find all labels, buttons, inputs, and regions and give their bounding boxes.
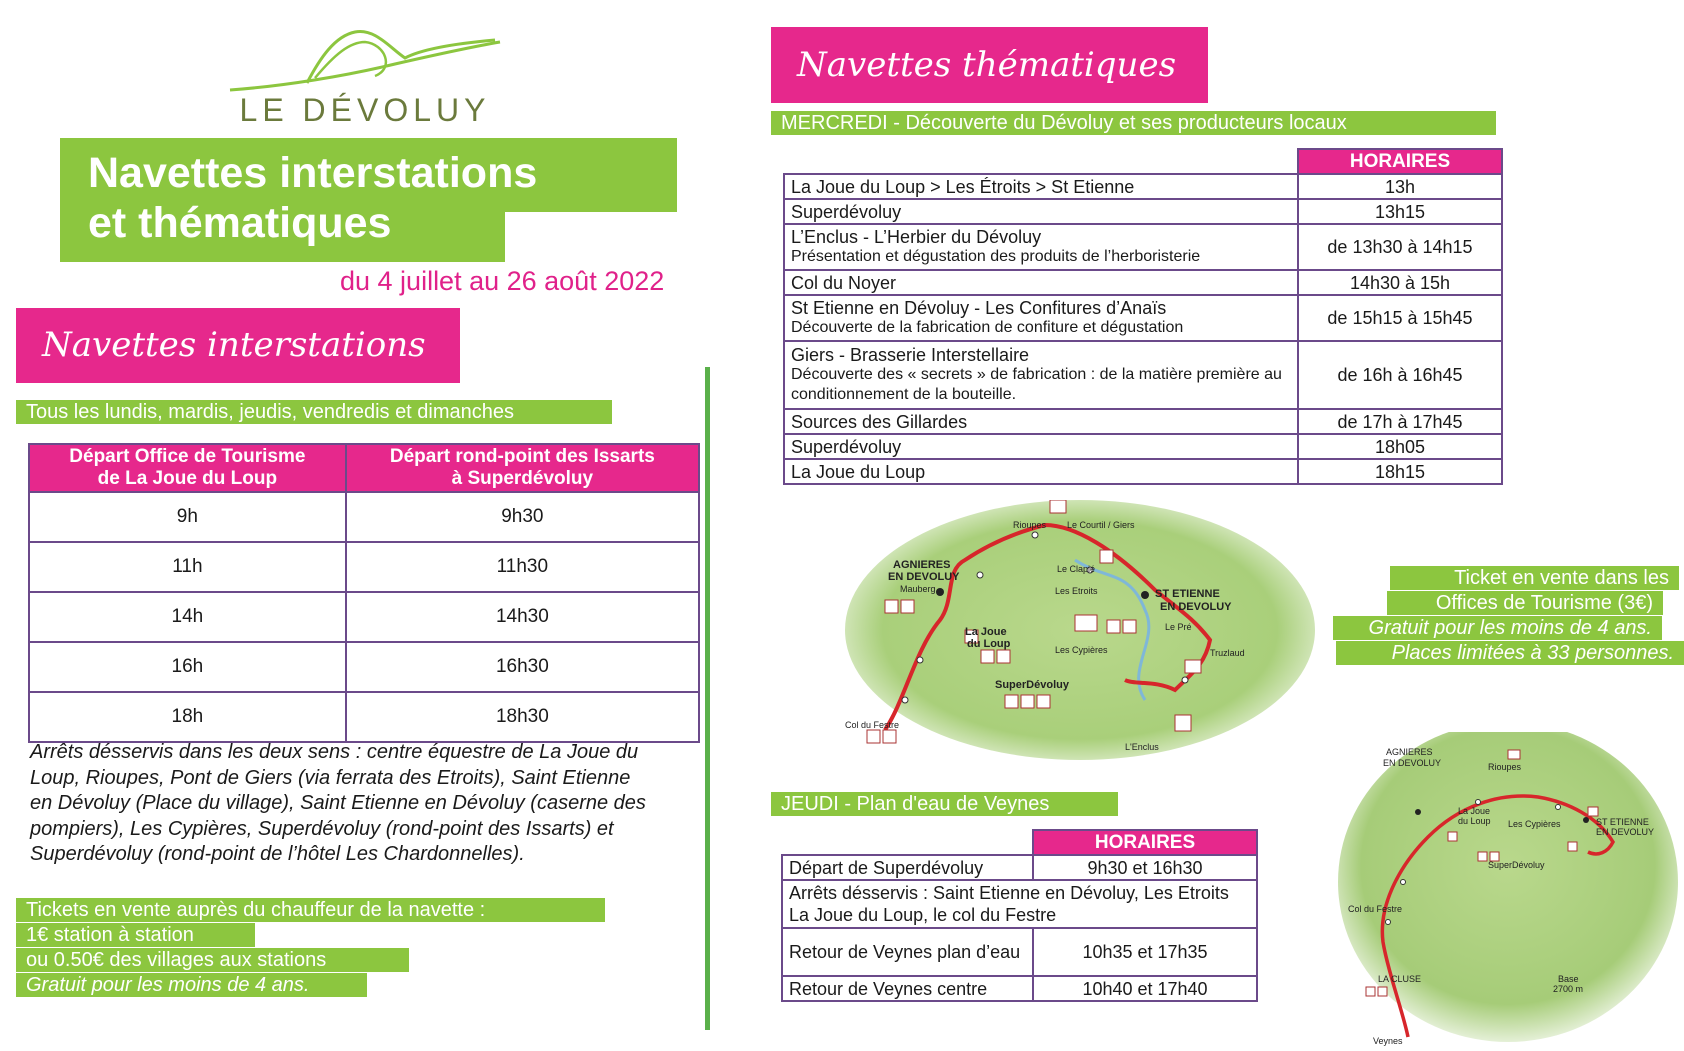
- ticket-info-line-4: Places limitées à 33 personnes.: [1336, 641, 1684, 665]
- title-line-1: Navettes interstations: [88, 149, 538, 197]
- svg-text:Veynes: Veynes: [1373, 1036, 1403, 1046]
- table-row: La Joue du Loup > Les Étroits > St Etienne 13h: [784, 174, 1502, 199]
- svg-text:Mauberg: Mauberg: [900, 584, 936, 594]
- svg-text:ST ETIENNE: ST ETIENNE: [1155, 588, 1220, 600]
- route-map-jeudi: [1328, 732, 1678, 1048]
- table-row: 16h 16h30: [29, 642, 699, 692]
- jeudi-table: [781, 829, 1258, 1002]
- tickets-line-1: Tickets en vente auprès du chauffeur de la navette :: [16, 898, 605, 922]
- interstations-days: Tous les lundis, mardis, jeudis, vendredis et dimanches: [16, 400, 612, 424]
- ticket-info-line-1: Ticket en vente dans les: [1390, 566, 1679, 590]
- divider: [705, 367, 710, 1030]
- table-row: Sources des Gillardes de 17h à 17h45: [784, 409, 1502, 434]
- svg-text:LA CLUSE: LA CLUSE: [1378, 974, 1422, 984]
- logo-mark: [225, 28, 505, 98]
- svg-text:Le Courtil / Giers: Le Courtil / Giers: [1067, 520, 1135, 530]
- svg-text:Les Cypières: Les Cypières: [1055, 645, 1108, 655]
- table-row: Giers - Brasserie Interstellaire Découverte des « secrets » de fabrication : de la matière première au conditionnement de la bouteille. de 16h à 16h45: [784, 341, 1502, 409]
- interstations-table: [28, 443, 700, 743]
- table-header: Départ rond-point des Issarts à Superdévoluy: [346, 444, 699, 492]
- svg-text:La Joue: La Joue: [965, 626, 1007, 638]
- svg-text:Base: Base: [1558, 974, 1579, 984]
- svg-text:SuperDévoluy: SuperDévoluy: [1488, 860, 1545, 870]
- svg-text:EN DEVOLUY: EN DEVOLUY: [888, 571, 960, 583]
- table-row: La Joue du Loup 18h15: [784, 459, 1502, 484]
- table-row: Superdévoluy 18h05: [784, 434, 1502, 459]
- jeudi-label: JEUDI - Plan d'eau de Veynes: [771, 792, 1118, 816]
- thematiques-banner: Navettes thématiques: [771, 27, 1208, 103]
- table-row: Col du Noyer 14h30 à 15h: [784, 270, 1502, 295]
- table-row: 11h 11h30: [29, 542, 699, 592]
- svg-text:Les Cypières: Les Cypières: [1508, 819, 1561, 829]
- svg-text:EN DEVOLUY: EN DEVOLUY: [1160, 601, 1232, 613]
- logo-text: LE DÉVOLUY: [239, 92, 491, 128]
- table-row: L’Enclus - L’Herbier du Dévoluy Présentation et dégustation des produits de l’herboristerie de 13h30 à 14h15: [784, 224, 1502, 270]
- title-line-2: et thématiques: [88, 199, 392, 247]
- table-row: St Etienne en Dévoluy - Les Confitures d’Anaïs Découverte de la fabrication de confiture et dégustation de 15h15 à 15h45: [784, 295, 1502, 341]
- table-row: 18h 18h30: [29, 692, 699, 742]
- svg-text:EN DEVOLUY: EN DEVOLUY: [1596, 827, 1655, 837]
- svg-text:Col du Festre: Col du Festre: [1348, 904, 1403, 914]
- svg-text:Truzlaud: Truzlaud: [1210, 648, 1245, 658]
- tickets-line-4: Gratuit pour les moins de 4 ans.: [16, 973, 367, 997]
- date-range: du 4 juillet au 26 août 2022: [340, 266, 665, 296]
- svg-text:Rioupes: Rioupes: [1488, 762, 1522, 772]
- mercredi-table: [783, 148, 1503, 485]
- table-row: 9h 9h30: [29, 492, 699, 542]
- route-map-mercredi: [845, 500, 1315, 760]
- svg-text:Le Clapié: Le Clapié: [1057, 564, 1096, 574]
- table-header: HORAIRES: [1298, 149, 1502, 174]
- table-row: Départ de Superdévoluy 9h30 et 16h30: [782, 855, 1257, 880]
- ticket-info-line-2: Offices de Tourisme (3€): [1387, 591, 1663, 615]
- svg-text:Rioupes: Rioupes: [1013, 520, 1047, 530]
- table-row: Retour de Veynes centre 10h40 et 17h40: [782, 976, 1257, 1001]
- svg-text:Le Pré: Le Pré: [1165, 622, 1192, 632]
- svg-text:Les Etroits: Les Etroits: [1055, 586, 1098, 596]
- svg-text:L'Enclus: L'Enclus: [1125, 742, 1159, 752]
- table-row: Arrêts désservis : Saint Etienne en Dévoluy, Les Etroits La Joue du Loup, le col du Festre: [782, 880, 1257, 928]
- page-title: [60, 138, 677, 262]
- svg-text:du Loup: du Loup: [1458, 816, 1491, 826]
- svg-text:2700 m: 2700 m: [1553, 984, 1584, 994]
- svg-text:AGNIERES: AGNIERES: [893, 559, 951, 571]
- mercredi-label: MERCREDI - Découverte du Dévoluy et ses producteurs locaux: [771, 111, 1496, 135]
- table-row: Retour de Veynes plan d’eau 10h35 et 17h35: [782, 928, 1257, 976]
- svg-text:Col du Festre: Col du Festre: [845, 720, 900, 730]
- interstations-banner: Navettes interstations: [16, 308, 460, 383]
- svg-text:EN DEVOLUY: EN DEVOLUY: [1383, 758, 1442, 768]
- tickets-line-2: 1€ station à station: [16, 923, 255, 947]
- svg-text:SuperDévoluy: SuperDévoluy: [995, 679, 1069, 691]
- table-header: HORAIRES: [1033, 830, 1257, 855]
- svg-text:ST ETIENNE: ST ETIENNE: [1596, 817, 1649, 827]
- table-row: Superdévoluy 13h15: [784, 199, 1502, 224]
- interstations-stops: Arrêts désservis dans les deux sens : centre équestre de La Joue du Loup, Rioupes, Pont de Giers (via ferrata des Etroits), Saint Etienne en Dévoluy (Place du village), Saint Etienne en Dévoluy (caserne des pompiers), Les Cypières, Superdévoluy (rond-point des Issarts) et Superdévoluy (rond-point de l’hôtel Les Chardonnelles).: [30, 741, 646, 865]
- svg-text:La Joue: La Joue: [1458, 806, 1491, 816]
- svg-text:AGNIERES: AGNIERES: [1386, 747, 1433, 757]
- ticket-info-line-3: Gratuit pour les moins de 4 ans.: [1333, 616, 1662, 640]
- svg-text:du Loup: du Loup: [967, 638, 1011, 650]
- tickets-line-3: ou 0.50€ des villages aux stations: [16, 948, 409, 972]
- table-row: 14h 14h30: [29, 592, 699, 642]
- table-header: Départ Office de Tourisme de La Joue du Loup: [29, 444, 346, 492]
